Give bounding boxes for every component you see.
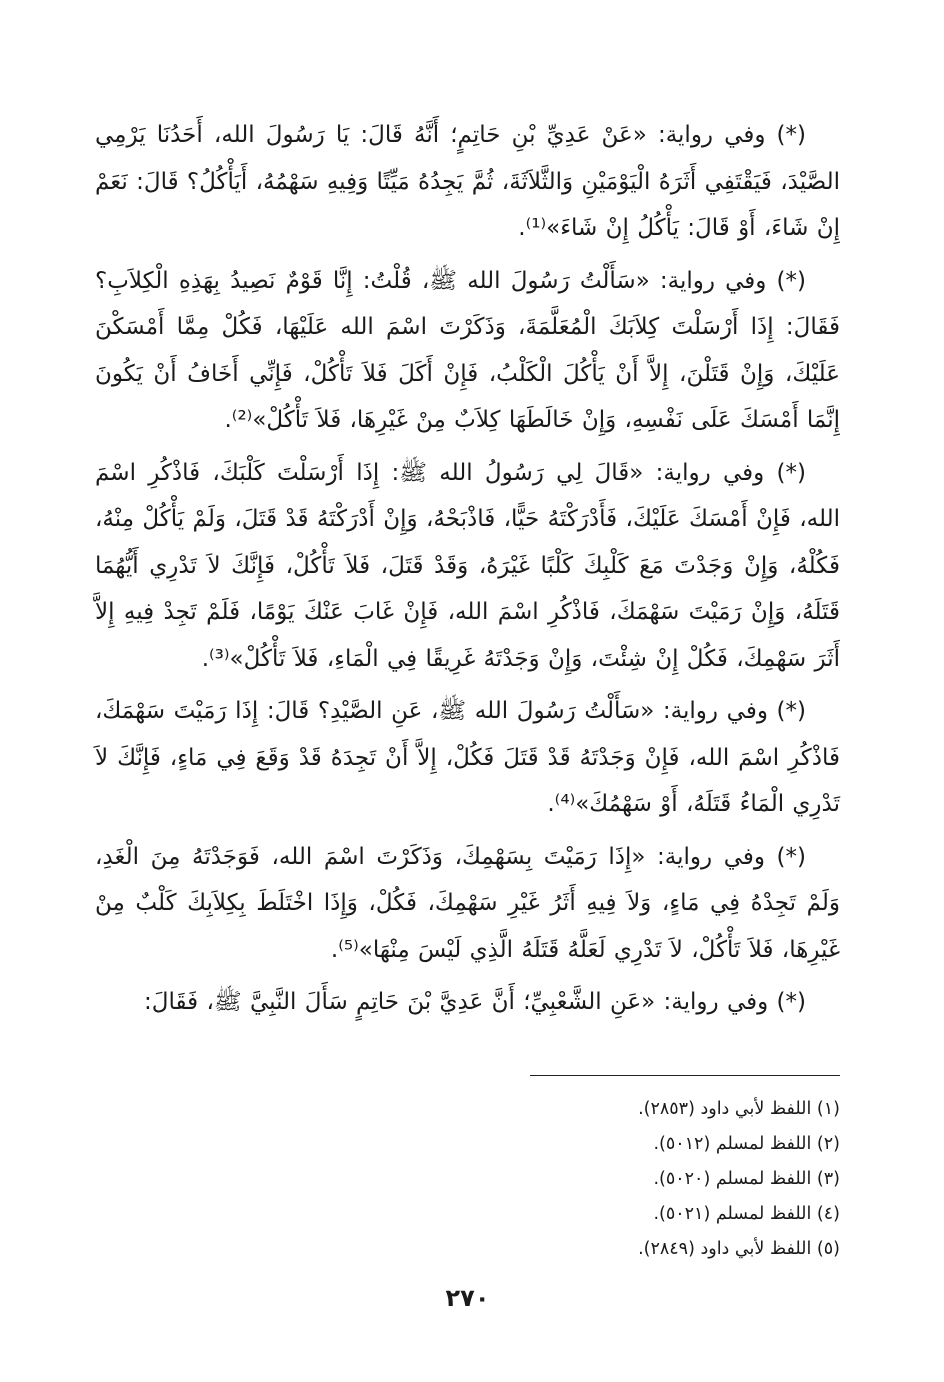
footnote-4: (٤) اللفظ لمسلم (٥٠٢١). — [653, 1204, 840, 1224]
footnote-2: (٢) اللفظ لمسلم (٥٠١٢). — [653, 1134, 840, 1154]
footnote-1: (١) اللفظ لأبي داود (٢٨٥٣). — [638, 1099, 840, 1119]
hadith-paragraph-1: (*) وفي رواية: «عَنْ عَدِيِّ بْنِ حَاتِمٍ؛ أَنَّهُ قَالَ: يَا رَسُولَ الله، أَحَدُنَا يَرْمِي الصَّيْدَ، فَيَقْتَفِي أَثَرَهُ الْيَوْمَيْنِ وَالثَّلاَثَةَ، ثُمَّ يَجِدُهُ مَيِّتًا وَفِيهِ سَهْمُهُ، أَيَأْكُلُ؟ قَالَ: نَعَمْ إِنْ شَاءَ، أَوْ قَالَ: يَأْكُلُ إِنْ شَاءَ»⁽¹⁾. — [95, 122, 840, 241]
footnote-3: (٣) اللفظ لمسلم (٥٠٢٠). — [653, 1169, 840, 1189]
page-number: ٢٧٠ — [445, 1284, 490, 1312]
book-page — [95, 112, 840, 1332]
footnote-divider — [530, 1075, 840, 1076]
hadith-paragraph-2: (*) وفي رواية: «سَأَلْتُ رَسُولَ الله ﷺ، قُلْتُ: إِنَّا قَوْمٌ نَصِيدُ بِهَذِهِ الْكِلاَبِ؟ فَقَالَ: إِذَا أَرْسَلْتَ كِلاَبَكَ الْمُعَلَّمَةَ، وَذَكَرْتَ اسْمَ الله عَلَيْهَا، فَكُلْ مِمَّا أَمْسَكْنَ عَلَيْكَ، وَإِنْ قَتَلْنَ، إِلاَّ أَنْ يَأْكُلَ الْكَلْبُ، فَإِنْ أَكَلَ فَلاَ تَأْكُلْ، فَإِنِّي أَخَافُ أَنْ يَكُونَ إِنَّمَا أَمْسَكَ عَلَى نَفْسِهِ، وَإِنْ خَالَطَهَا كِلاَبٌ مِنْ غَيْرِهَا، فَلاَ تَأْكُلْ»⁽²⁾. — [95, 267, 840, 433]
footnote-5: (٥) اللفظ لأبي داود (٢٨٤٩). — [638, 1239, 840, 1259]
hadith-paragraph-5: (*) وفي رواية: «إِذَا رَمَيْتَ بِسَهْمِكَ، وَذَكَرْتَ اسْمَ الله، فَوَجَدْتَهُ مِنَ الْغَدِ، وَلَمْ تَجِدْهُ فِي مَاءٍ، وَلاَ فِيهِ أَثَرُ غَيْرِ سَهْمِكَ، فَكُلْ، وَإِذَا اخْتَلَطَ بِكِلاَبِكَ كَلْبٌ مِنْ غَيْرِهَا، فَلاَ تَأْكُلْ، لاَ تَدْرِي لَعَلَّهُ قَتَلَهُ الَّذِي لَيْسَ مِنْهَا»⁽⁵⁾. — [95, 843, 840, 963]
footnotes-list — [95, 1092, 840, 1267]
hadith-paragraph-6: (*) وفي رواية: «عَنِ الشَّعْبِيِّ؛ أَنَّ عَدِيَّ بْنَ حَاتِمٍ سَأَلَ النَّبِيَّ ﷺ، فَقَالَ: — [144, 989, 806, 1015]
hadith-paragraph-4: (*) وفي رواية: «سَأَلْتُ رَسُولَ الله ﷺ، عَنِ الصَّيْدِ؟ قَالَ: إِذَا رَمَيْتَ سَهْمَكَ، فَاذْكُرِ اسْمَ الله، فَإِنْ وَجَدْتَهُ قَدْ قَتَلَ فَكُلْ، إِلاَّ أَنْ تَجِدَهُ قَدْ وَقَعَ فِي مَاءٍ، فَإِنَّكَ لاَ تَدْرِي الْمَاءُ قَتَلَهُ، أَوْ سَهْمُكَ»⁽⁴⁾. — [95, 698, 840, 817]
hadith-paragraph-3: (*) وفي رواية: «قَالَ لِي رَسُولُ الله ﷺ: إِذَا أَرْسَلْتَ كَلْبَكَ، فَاذْكُرِ اسْمَ الله، فَإِنْ أَمْسَكَ عَلَيْكَ، فَأَدْرَكْتَهُ حَيًّا، فَاذْبَحْهُ، وَإِنْ أَدْرَكْتَهُ قَدْ قَتَلَ، وَلَمْ يَأْكُلْ مِنْهُ، فَكُلْهُ، وَإِنْ وَجَدْتَ مَعَ كَلْبِكَ كَلْبًا غَيْرَهُ، وَقَدْ قَتَلَ، فَلاَ تَأْكُلْ، فَإِنَّكَ لاَ تَدْرِي أَيُّهُمَا قَتَلَهُ، وَإِنْ رَمَيْتَ سَهْمَكَ، فَاذْكُرِ اسْمَ الله، فَإِنْ غَابَ عَنْكَ يَوْمًا، فَلَمْ تَجِدْ فِيهِ إِلاَّ أَثَرَ سَهْمِكَ، فَكُلْ إِنْ شِئْتَ، وَإِنْ وَجَدْتَهُ غَرِيقًا فِي الْمَاءِ، فَلاَ تَأْكُلْ»⁽³⁾. — [95, 459, 840, 672]
main-text — [95, 112, 840, 1026]
